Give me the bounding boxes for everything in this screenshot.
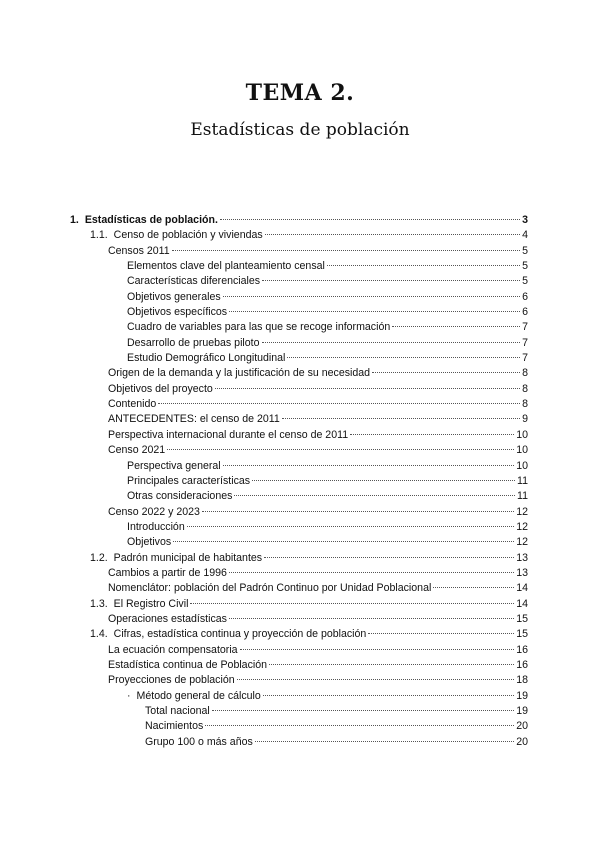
toc-page-number: 12 <box>516 520 528 533</box>
toc-entry-text: Origen de la demanda y la justificación de su necesidad <box>108 367 371 380</box>
toc-page-number: 6 <box>522 306 528 319</box>
toc-entry-text: Padrón municipal de habitantes <box>113 551 263 564</box>
toc-entry[interactable] <box>145 735 528 750</box>
toc-entry-title <box>108 673 236 688</box>
toc-entry-text: Estadísticas de población. <box>84 214 218 226</box>
toc-page-number: 4 <box>522 229 528 242</box>
toc-entry-text: Grupo 100 o más años <box>145 735 253 748</box>
toc-entry-title <box>127 535 172 550</box>
toc-entry[interactable] <box>127 351 528 366</box>
toc-entry[interactable] <box>108 443 528 458</box>
toc-entry-title <box>108 505 201 520</box>
toc-page-number: 7 <box>522 321 528 334</box>
toc-dot-leader <box>205 725 514 726</box>
document-subtitle: Estadísticas de población <box>190 120 410 140</box>
toc-entry-text: El Registro Civil <box>113 597 189 610</box>
toc-page-number: 8 <box>522 367 528 380</box>
toc-dot-leader <box>327 265 520 266</box>
toc-page-number: 11 <box>517 490 528 503</box>
toc-dot-leader <box>262 342 521 343</box>
toc-page-number: 20 <box>516 720 528 733</box>
toc-entry-title <box>108 581 432 596</box>
toc-dot-leader <box>237 679 515 680</box>
toc-dot-leader <box>202 511 514 512</box>
toc-dot-leader <box>167 449 514 450</box>
toc-entry[interactable] <box>127 259 528 274</box>
toc-dot-leader <box>229 572 514 573</box>
toc-page-number: 20 <box>516 735 528 748</box>
toc-entry-text: Objetivos <box>127 536 172 549</box>
toc-entry-text: Censo 2022 y 2023 <box>108 505 200 518</box>
toc-dot-leader <box>433 587 514 588</box>
toc-page-number: 13 <box>516 566 528 579</box>
toc-entry-title <box>108 397 157 412</box>
toc-entry-text: Nacimientos <box>145 720 204 733</box>
toc-entry[interactable] <box>127 535 528 550</box>
toc-entry-text: Perspectiva general <box>127 459 221 472</box>
toc-entry-title <box>70 213 219 228</box>
toc-page-number: 3 <box>522 214 528 226</box>
toc-dot-leader <box>282 418 520 419</box>
toc-entry-text: Objetivos específicos <box>127 306 228 319</box>
toc-entry-number: 1.1. <box>90 229 108 242</box>
toc-entry[interactable] <box>127 320 528 335</box>
toc-page-number: 8 <box>522 398 528 411</box>
toc-page-number: 7 <box>522 352 528 365</box>
toc-entry-number: 1. <box>70 214 79 226</box>
toc-entry[interactable] <box>127 459 528 474</box>
toc-entry[interactable] <box>127 520 528 535</box>
toc-entry-text: Objetivos del proyecto <box>108 382 213 395</box>
toc-entry[interactable] <box>108 382 528 397</box>
toc-entry[interactable] <box>127 474 528 489</box>
toc-entry[interactable] <box>108 244 528 259</box>
toc-page-number: 5 <box>522 260 528 273</box>
toc-dot-leader <box>262 280 520 281</box>
toc-entry[interactable] <box>108 505 528 520</box>
toc-dot-leader <box>287 357 520 358</box>
toc-dot-leader <box>255 741 514 742</box>
toc-entry-text: Principales características <box>127 474 251 487</box>
toc-entry-text: La ecuación compensatoria <box>108 643 238 656</box>
toc-dot-leader <box>372 372 520 373</box>
toc-entry[interactable] <box>108 366 528 381</box>
toc-entry[interactable] <box>108 581 528 596</box>
toc-entry-text: Método general de cálculo <box>136 689 261 702</box>
table-of-contents <box>0 213 600 750</box>
toc-entry-title <box>145 735 254 750</box>
toc-entry[interactable] <box>90 228 528 243</box>
toc-entry[interactable] <box>70 213 528 228</box>
toc-entry[interactable] <box>90 627 528 642</box>
toc-entry-text: Cuadro de variables para las que se recoge información <box>127 321 391 334</box>
toc-page-number: 14 <box>516 582 528 595</box>
toc-entry[interactable] <box>145 704 528 719</box>
toc-dot-leader <box>240 649 515 650</box>
toc-dot-leader <box>173 541 514 542</box>
toc-entry-title <box>127 520 186 535</box>
toc-entry-text: Desarrollo de pruebas piloto <box>127 336 260 349</box>
toc-entry-text: Operaciones estadísticas <box>108 612 227 625</box>
toc-page-number: 12 <box>516 505 528 518</box>
toc-page-number: 7 <box>522 336 528 349</box>
toc-dot-leader <box>223 296 520 297</box>
toc-entry-title <box>90 228 264 243</box>
toc-page-number: 5 <box>522 275 528 288</box>
toc-entry-title <box>108 428 349 443</box>
toc-page-number: 9 <box>522 413 528 426</box>
toc-entry-text: Características diferenciales <box>127 275 261 288</box>
toc-entry-title <box>127 290 222 305</box>
toc-page-number: 19 <box>516 689 528 702</box>
toc-entry-text: Total nacional <box>145 705 210 717</box>
toc-dot-leader <box>269 664 514 665</box>
toc-dot-leader <box>229 618 514 619</box>
toc-entry-title <box>127 274 261 289</box>
toc-entry[interactable] <box>90 551 528 566</box>
toc-entry[interactable] <box>145 719 528 734</box>
toc-entry-title <box>108 658 268 673</box>
toc-dot-leader <box>234 495 515 496</box>
toc-dot-leader <box>265 234 520 235</box>
toc-page-number: 15 <box>516 628 528 641</box>
toc-dot-leader <box>190 603 514 604</box>
toc-entry-title <box>90 627 367 642</box>
toc-entry-title <box>108 612 228 627</box>
toc-entry-text: Elementos clave del planteamiento censal <box>127 260 325 273</box>
toc-entry-title <box>127 489 233 504</box>
toc-entry[interactable] <box>108 612 528 627</box>
toc-entry-title <box>127 336 261 351</box>
toc-entry-text: Objetivos generales <box>127 290 221 303</box>
toc-entry-title <box>127 474 251 489</box>
toc-page-number: 13 <box>516 551 528 564</box>
toc-entry-title <box>108 382 214 397</box>
toc-entry-text: Censo de población y viviendas <box>113 229 263 242</box>
toc-page-number: 10 <box>516 459 528 472</box>
toc-entry-number: · <box>127 689 131 702</box>
toc-entry-text: ANTECEDENTES: el censo de 2011 <box>108 413 280 426</box>
toc-entry-text: Cambios a partir de 1996 <box>108 566 227 579</box>
toc-dot-leader <box>229 311 520 312</box>
toc-entry[interactable] <box>108 412 528 427</box>
toc-entry-title <box>145 704 211 719</box>
toc-entry[interactable] <box>127 336 528 351</box>
toc-entry-title <box>108 443 166 458</box>
toc-entry-title <box>127 459 222 474</box>
toc-dot-leader <box>392 326 520 327</box>
toc-page-number: 16 <box>516 658 528 671</box>
toc-dot-leader <box>252 480 515 481</box>
toc-entry-title <box>108 643 239 658</box>
toc-dot-leader <box>212 710 514 711</box>
toc-page-number: 10 <box>516 428 528 441</box>
toc-page-number: 8 <box>522 382 528 395</box>
toc-entry[interactable] <box>127 290 528 305</box>
toc-entry-title <box>108 366 371 381</box>
document-title: TEMA 2. <box>245 80 355 106</box>
toc-entry-title <box>127 351 286 366</box>
toc-entry[interactable] <box>90 597 528 612</box>
toc-entry[interactable] <box>108 566 528 581</box>
toc-entry-title <box>108 566 228 581</box>
toc-entry[interactable] <box>108 643 528 658</box>
toc-entry-title <box>90 551 263 566</box>
toc-entry-number: 1.3. <box>90 597 108 610</box>
toc-entry[interactable] <box>127 489 528 504</box>
toc-entry-title <box>127 689 262 704</box>
toc-page-number: 5 <box>522 244 528 257</box>
toc-entry-text: Contenido <box>108 398 157 411</box>
toc-entry-number: 1.2. <box>90 551 108 564</box>
toc-entry-text: Censos 2011 <box>108 244 170 257</box>
toc-dot-leader <box>263 695 514 696</box>
toc-dot-leader <box>187 526 514 527</box>
toc-page-number: 19 <box>516 705 528 717</box>
toc-entry-title <box>127 305 228 320</box>
toc-dot-leader <box>172 250 520 251</box>
toc-page-number: 15 <box>516 612 528 625</box>
toc-page-number: 11 <box>517 474 528 487</box>
toc-dot-leader <box>220 219 520 220</box>
toc-dot-leader <box>368 633 514 634</box>
toc-entry-text: Cifras, estadística continua y proyección de población <box>113 628 367 641</box>
toc-entry-title <box>127 320 391 335</box>
toc-entry[interactable] <box>127 305 528 320</box>
toc-entry-title <box>145 719 204 734</box>
toc-entry-text: Perspectiva internacional durante el censo de 2011 <box>108 428 349 441</box>
toc-entry-number: 1.4. <box>90 628 108 641</box>
toc-entry-text: Otras consideraciones <box>127 490 233 503</box>
toc-entry[interactable] <box>127 689 528 704</box>
toc-page-number: 16 <box>516 643 528 656</box>
toc-entry-title <box>90 597 189 612</box>
toc-page-number: 10 <box>516 444 528 457</box>
toc-entry-text: Estudio Demográfico Longitudinal <box>127 352 286 365</box>
toc-entry[interactable] <box>108 658 528 673</box>
toc-dot-leader <box>215 388 520 389</box>
toc-page-number: 6 <box>522 290 528 303</box>
toc-entry[interactable] <box>108 397 528 412</box>
toc-entry[interactable] <box>108 428 528 443</box>
toc-dot-leader <box>350 434 514 435</box>
toc-page-number: 18 <box>516 674 528 687</box>
toc-entry-text: Censo 2021 <box>108 444 166 457</box>
toc-dot-leader <box>158 403 520 404</box>
toc-entry-title <box>108 244 171 259</box>
toc-entry-title <box>108 412 281 427</box>
toc-entry-title <box>127 259 326 274</box>
toc-entry[interactable] <box>127 274 528 289</box>
toc-dot-leader <box>223 465 515 466</box>
toc-page-number: 14 <box>516 597 528 610</box>
toc-entry[interactable] <box>108 673 528 688</box>
toc-entry-text: Nomenclátor: población del Padrón Continuo por Unidad Poblacional <box>108 582 432 595</box>
toc-entry-text: Proyecciones de población <box>108 674 235 687</box>
toc-page-number: 12 <box>516 536 528 549</box>
toc-entry-text: Introducción <box>127 520 185 533</box>
toc-entry-text: Estadística continua de Población <box>108 658 268 671</box>
toc-dot-leader <box>264 557 514 558</box>
